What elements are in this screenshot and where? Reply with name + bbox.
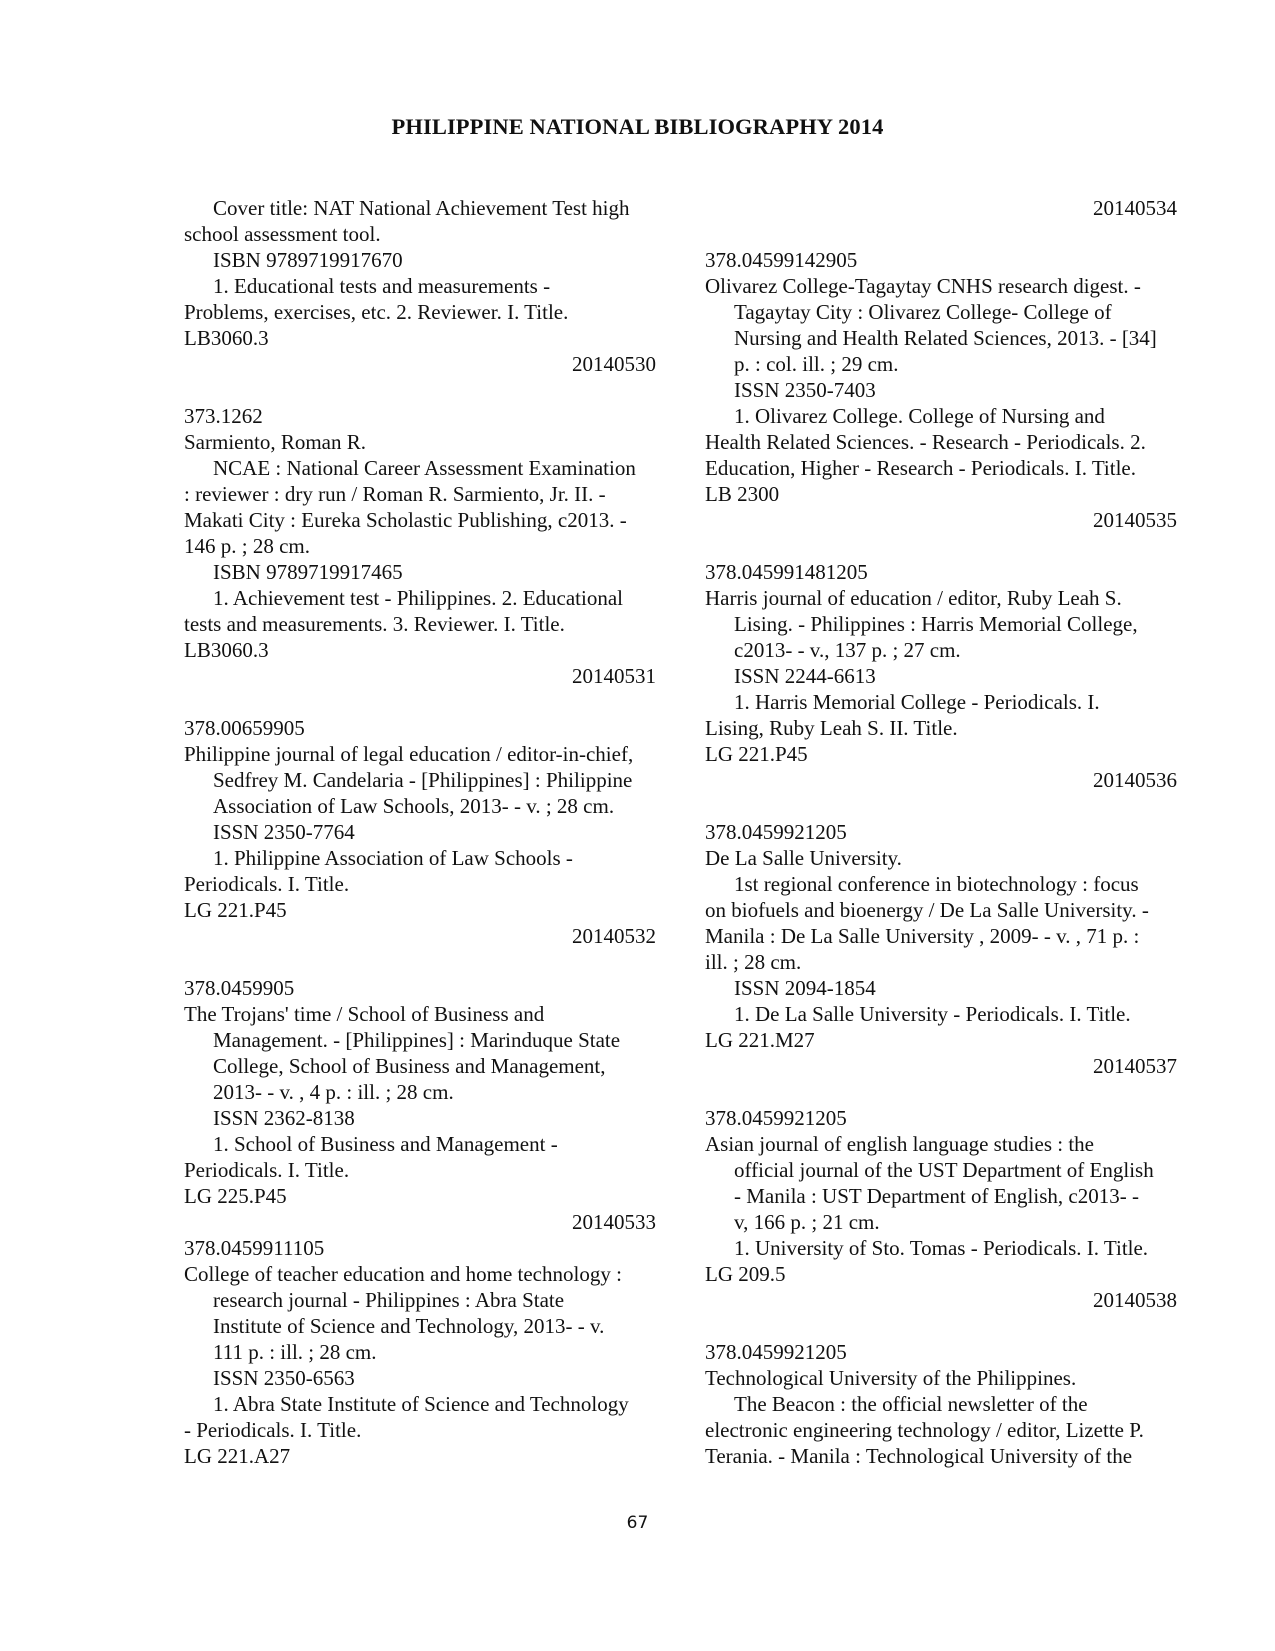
entry-line: LB3060.3 — [184, 638, 269, 662]
entry-number: 20140536 — [1093, 768, 1177, 792]
entry-line: 1. De La Salle University - Periodicals. I. Title. — [734, 1002, 1131, 1026]
entry-line: Philippine journal of legal education / editor-in-chief, — [184, 742, 634, 766]
entry-number: 20140534 — [1093, 196, 1177, 220]
entry-line: ISSN 2244-6613 — [734, 664, 876, 688]
entry-line: on biofuels and bioenergy / De La Salle University. - — [705, 898, 1149, 922]
entry-line: Asian journal of english language studies : the — [705, 1132, 1095, 1156]
entry-line: 378.00659905 — [184, 716, 305, 740]
entry-line: Education, Higher - Research - Periodicals. I. Title. — [705, 456, 1136, 480]
entry-line: 378.0459921205 — [705, 820, 847, 844]
entry-line: Lising. - Philippines : Harris Memorial College, — [734, 612, 1138, 636]
entry-line: 1. University of Sto. Tomas - Periodicals. I. Title. — [734, 1236, 1149, 1260]
entry-line: c2013- - v., 137 p. ; 27 cm. — [734, 638, 961, 662]
entry-line: : reviewer : dry run / Roman R. Sarmiento, Jr. II. - — [184, 482, 606, 506]
entry-line: 1. School of Business and Management - — [213, 1132, 558, 1156]
entry-line: ISSN 2350-7764 — [213, 820, 355, 844]
entry-line: 2013- - v. , 4 p. : ill. ; 28 cm. — [213, 1080, 454, 1104]
entry-line: Health Related Sciences. - Research - Periodicals. 2. — [705, 430, 1146, 454]
entry-line: Cover title: NAT National Achievement Test high — [213, 196, 630, 220]
entry-line: 1. Educational tests and measurements - — [213, 274, 551, 298]
entry-line: 378.04599142905 — [705, 248, 858, 272]
entry-line: ill. ; 28 cm. — [705, 950, 802, 974]
entry-line: LB 2300 — [705, 482, 780, 506]
entry-line: LG 221.A27 — [184, 1444, 291, 1468]
entry-line: tests and measurements. 3. Reviewer. I. Title. — [184, 612, 565, 636]
entry-line: Tagaytay City : Olivarez College- College of — [734, 300, 1112, 324]
entry-line: electronic engineering technology / editor, Lizette P. — [705, 1418, 1144, 1442]
entry-line: ISSN 2350-7403 — [734, 378, 876, 402]
entry-line: research journal - Philippines : Abra State — [213, 1288, 565, 1312]
entry-line: ISBN 9789719917670 — [213, 248, 403, 272]
page-number: 67 — [626, 1513, 649, 1533]
entry-line: Harris journal of education / editor, Ruby Leah S. — [705, 586, 1122, 610]
entry-line: ISSN 2350-6563 — [213, 1366, 355, 1390]
entry-line: school assessment tool. — [184, 222, 381, 246]
entry-line: College, School of Business and Management, — [213, 1054, 606, 1078]
entry-line: College of teacher education and home technology : — [184, 1262, 622, 1286]
entry-line: The Beacon : the official newsletter of the — [734, 1392, 1088, 1416]
entry-line: 373.1262 — [184, 404, 263, 428]
entry-line: ISBN 9789719917465 — [213, 560, 403, 584]
entry-line: 146 p. ; 28 cm. — [184, 534, 310, 558]
entry-line: Manila : De La Salle University , 2009- - v. , 71 p. : — [705, 924, 1140, 948]
entry-line: ISSN 2094-1854 — [734, 976, 876, 1000]
entry-line: 1. Achievement test - Philippines. 2. Educational — [213, 586, 624, 610]
entry-line: Problems, exercises, etc. 2. Reviewer. I. Title. — [184, 300, 569, 324]
entry-line: 1. Harris Memorial College - Periodicals. I. — [734, 690, 1100, 714]
entry-line: 111 p. : ill. ; 28 cm. — [213, 1340, 377, 1364]
entry-line: v, 166 p. ; 21 cm. — [734, 1210, 880, 1234]
entry-line: LG 221.P45 — [705, 742, 808, 766]
entry-line: Sedfrey M. Candelaria - [Philippines] : Philippine — [213, 768, 633, 792]
entry-line: 378.045991481205 — [705, 560, 868, 584]
entry-line: Sarmiento, Roman R. — [184, 430, 366, 454]
entry-line: 378.0459921205 — [705, 1106, 847, 1130]
entry-line: 378.0459911105 — [184, 1236, 325, 1260]
page-title: PHILIPPINE NATIONAL BIBLIOGRAPHY 2014 — [391, 114, 884, 139]
entry-line: 1. Olivarez College. College of Nursing and — [734, 404, 1105, 428]
entry-line: 1. Philippine Association of Law Schools - — [213, 846, 573, 870]
entry-number: 20140538 — [1093, 1288, 1177, 1312]
entry-number: 20140537 — [1093, 1054, 1177, 1078]
entry-number: 20140533 — [572, 1210, 656, 1234]
entry-number: 20140535 — [1093, 508, 1177, 532]
entry-line: Olivarez College-Tagaytay CNHS research digest. - — [705, 274, 1141, 298]
entry-line: Association of Law Schools, 2013- - v. ; 28 cm. — [213, 794, 615, 818]
entry-number: 20140532 — [572, 924, 656, 948]
entry-line: Periodicals. I. Title. — [184, 872, 350, 896]
entry-line: ISSN 2362-8138 — [213, 1106, 355, 1130]
entry-line: Institute of Science and Technology, 2013- - v. — [213, 1314, 605, 1338]
entry-line: 378.0459905 — [184, 976, 295, 1000]
entry-line: 1. Abra State Institute of Science and Technology — [213, 1392, 629, 1416]
entry-line: LG 225.P45 — [184, 1184, 287, 1208]
entry-line: Makati City : Eureka Scholastic Publishing, c2013. - — [184, 508, 627, 532]
entry-number: 20140531 — [572, 664, 656, 688]
entry-line: Management. - [Philippines] : Marinduque State — [213, 1028, 621, 1052]
entry-line: De La Salle University. — [705, 846, 902, 870]
entry-line: Terania. - Manila : Technological University of the — [705, 1444, 1133, 1468]
entry-line: Periodicals. I. Title. — [184, 1158, 350, 1182]
entry-line: NCAE : National Career Assessment Examination — [213, 456, 636, 480]
entry-line: Lising, Ruby Leah S. II. Title. — [705, 716, 958, 740]
entry-line: - Periodicals. I. Title. — [184, 1418, 362, 1442]
entry-line: official journal of the UST Department of English — [734, 1158, 1154, 1182]
entry-line: LG 221.P45 — [184, 898, 287, 922]
entry-line: LG 209.5 — [705, 1262, 786, 1286]
entry-line: 378.0459921205 — [705, 1340, 847, 1364]
entry-line: 1st regional conference in biotechnology : focus — [734, 872, 1139, 896]
entry-line: Technological University of the Philippines. — [705, 1366, 1077, 1390]
entry-number: 20140530 — [572, 352, 656, 376]
entry-line: The Trojans' time / School of Business and — [184, 1002, 545, 1026]
entry-line: p. : col. ill. ; 29 cm. — [734, 352, 899, 376]
entry-line: LB3060.3 — [184, 326, 269, 350]
entry-line: LG 221.M27 — [705, 1028, 815, 1052]
entry-line: Nursing and Health Related Sciences, 2013. - [34] — [734, 326, 1157, 350]
entry-line: - Manila : UST Department of English, c2013- - — [734, 1184, 1139, 1208]
